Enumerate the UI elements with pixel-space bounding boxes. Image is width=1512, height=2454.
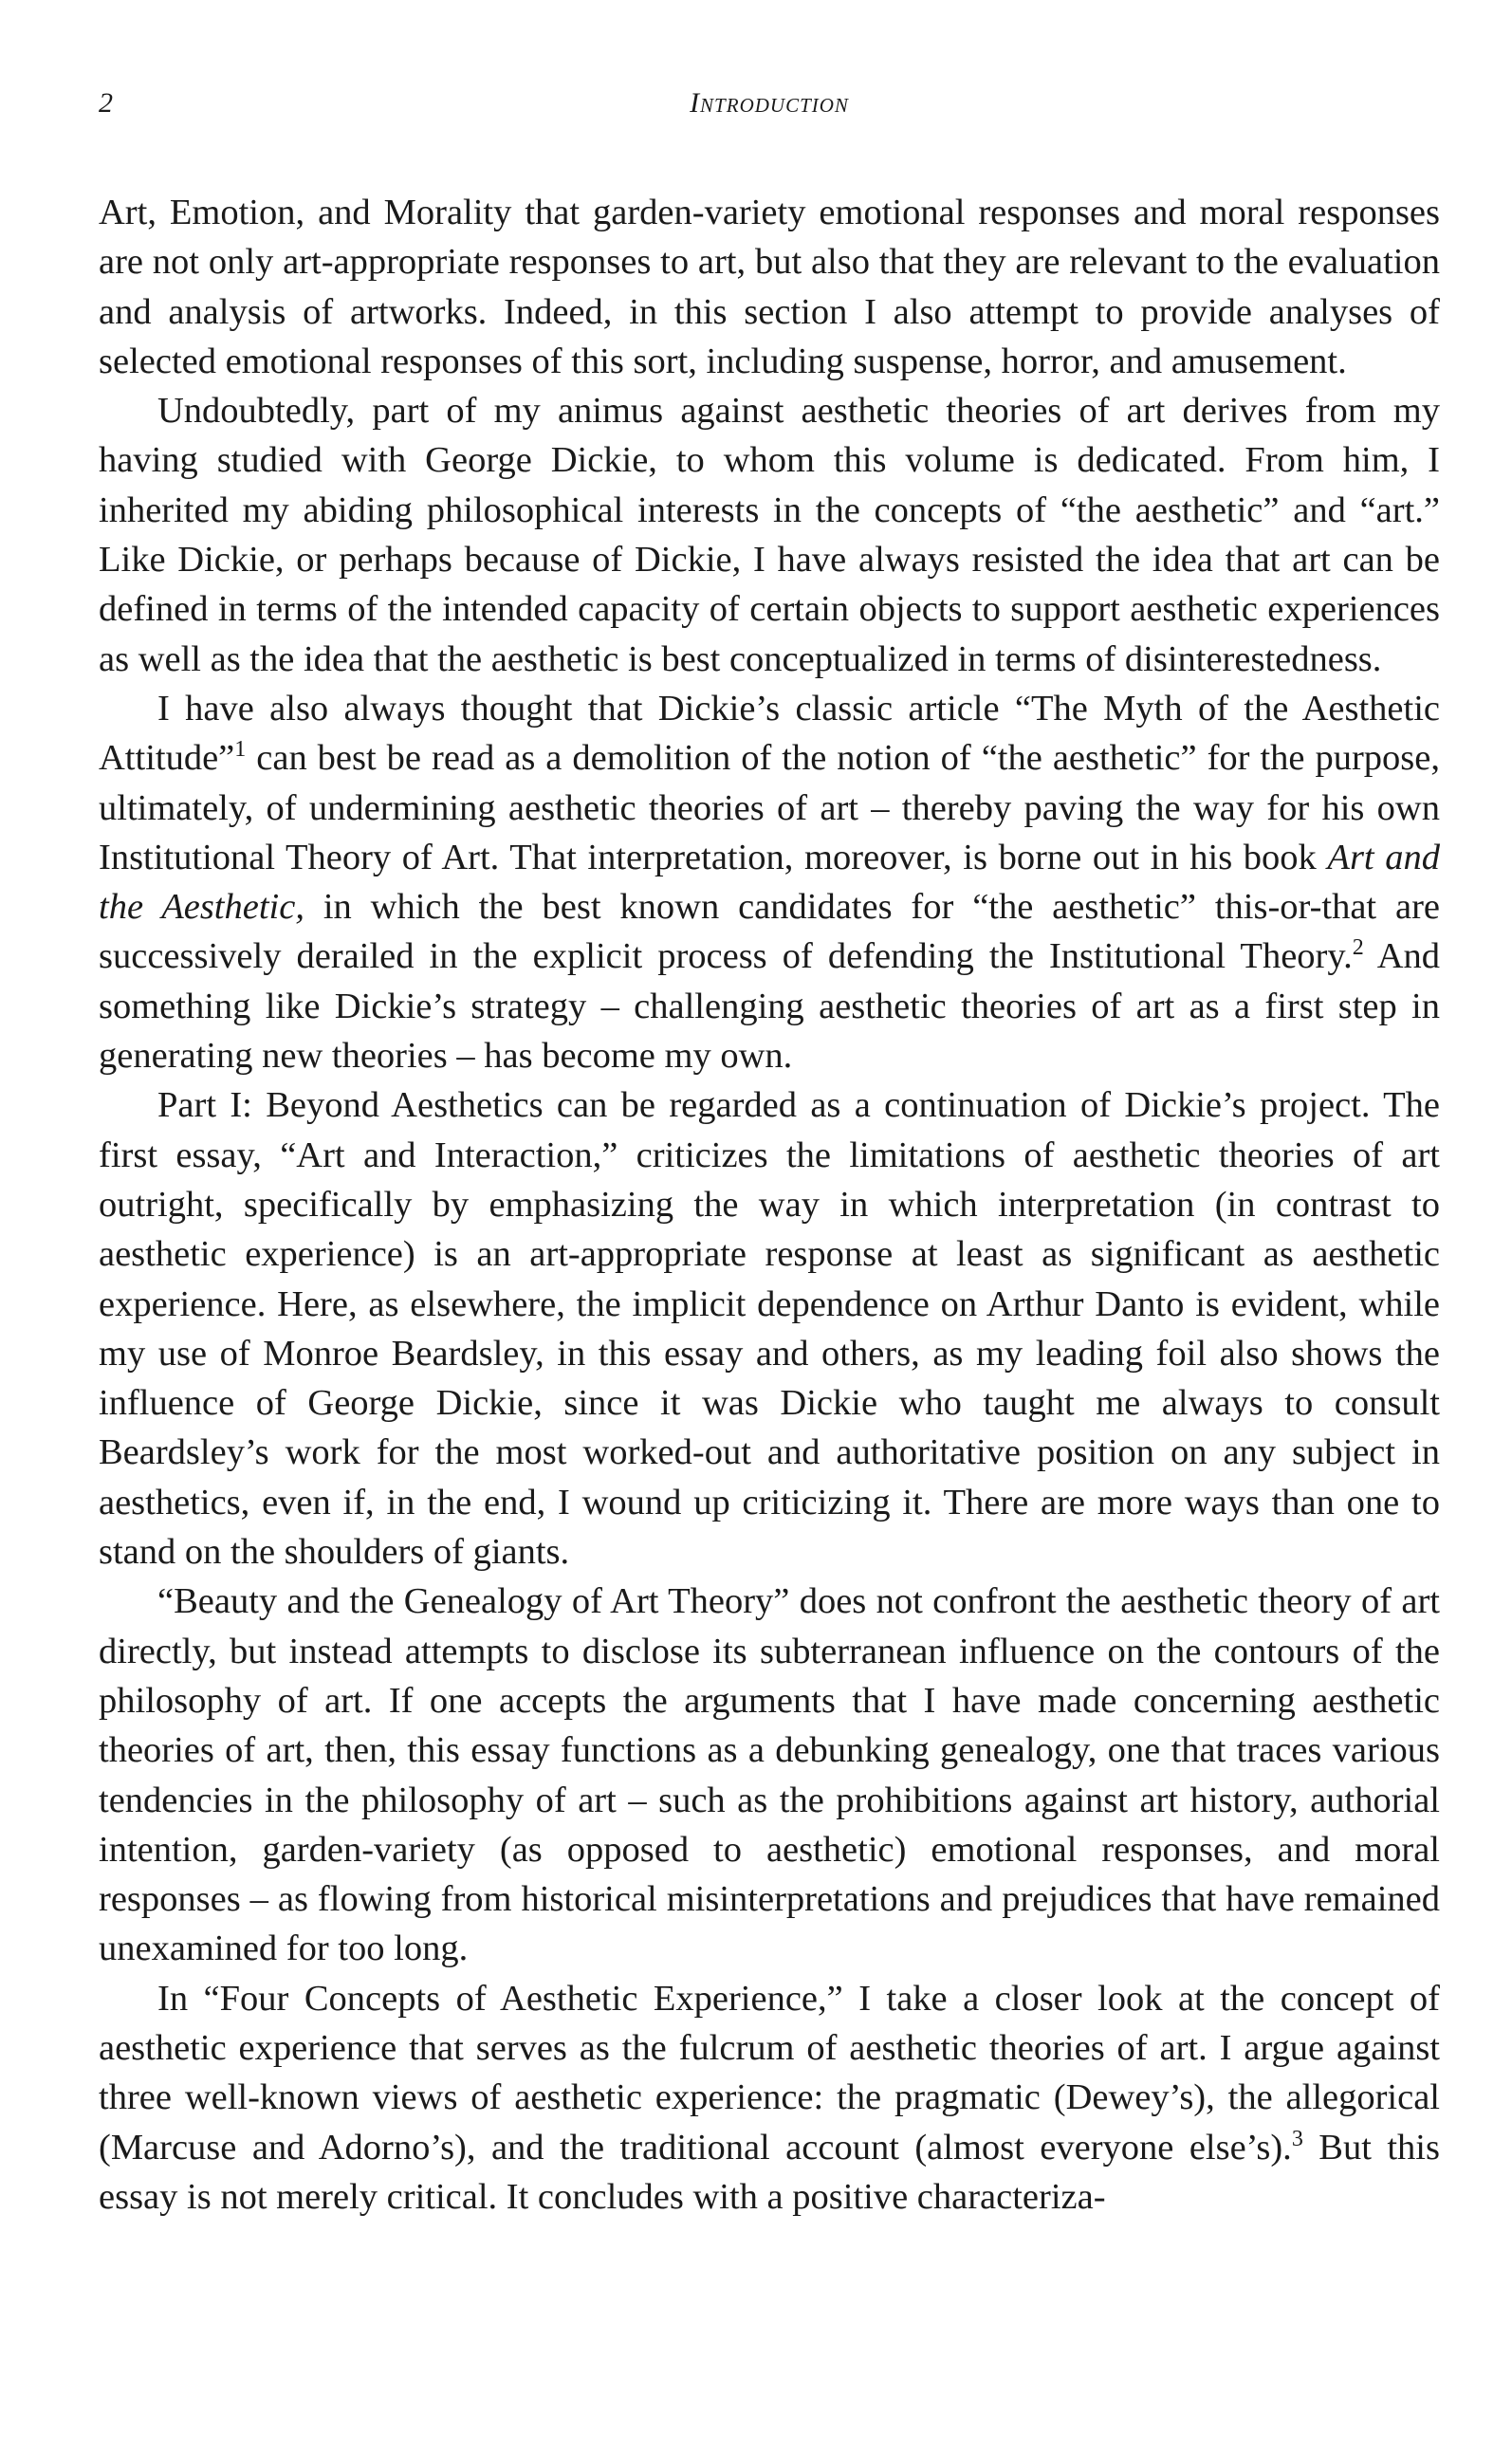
- paragraph: [99, 1577, 1440, 1973]
- book-page: [99, 87, 1440, 2222]
- footnote-marker: 2: [1352, 935, 1364, 961]
- text-run: can best be read as a demolition of the notion of “the aesthetic” for the purpose, ultimately, of undermining aesthetic theories of art – thereby paving the way for his own Institutional Theory of Art. That interpretation, moreover, is borne out in his book: [99, 738, 1440, 877]
- text-run: in which the best known candidates for “the aesthetic” this-or-that are successively derailed in the explicit process of defending the Institutional Theory.: [99, 887, 1440, 977]
- paragraph: [99, 386, 1440, 684]
- book-title: Art and the Aesthetic,: [99, 837, 1440, 928]
- paragraph: [99, 1080, 1440, 1577]
- text-run: Art, Emotion, and Morality that garden-variety emotional responses and moral responses are not only art-appropriate responses to art, but also that they are relevant to the evaluation and analysis of artworks. Indeed, in this section I also attempt to provide analyses of selected emotional responses of this sort, including suspense, horror, and amusement.: [99, 193, 1440, 381]
- text-run: “Beauty and the Genealogy of Art Theory” does not confront the aesthetic theory of art directly, but instead attempts to disclose its subterranean influence on the contours of the philosophy of art. If one accepts the arguments that I have made concerning aesthetic theories of art, then, this essay functions as a debunking genealogy, one that traces various tendencies in the philosophy of art – such as the prohibitions against art history, authorial intention, garden-variety (as opposed to aesthetic) emotional responses, and moral responses – as flowing from historical misinterpretations and prejudices that have remained unexamined for too long.: [99, 1581, 1440, 1969]
- paragraph: [99, 684, 1440, 1080]
- running-title: Introduction: [690, 87, 849, 119]
- text-run: In “Four Concepts of Aesthetic Experience,” I take a closer look at the concept of aesthetic experience that serves as the fulcrum of aesthetic theories of art. I argue against three well-known views of aesthetic experience: the pragmatic (Dewey’s), the allegorical (Marcuse and Adorno’s), and the traditional account (almost everyone else’s).: [99, 1978, 1440, 2168]
- body-text: [99, 188, 1440, 2222]
- paragraph: [99, 188, 1440, 386]
- running-head: [99, 87, 1440, 135]
- text-run: And something like Dickie’s strategy – challenging aesthetic theories of art as a first step in generating new theories – has become my own.: [99, 936, 1440, 1077]
- text-run: I have also always thought that Dickie’s classic article “The Myth of the Aesthetic Attitude”: [99, 688, 1440, 779]
- footnote-marker: 3: [1291, 2126, 1303, 2151]
- text-run: But this essay is not merely critical. It concludes with a positive characteriza-: [99, 2127, 1440, 2217]
- footnote-marker: 1: [234, 737, 247, 763]
- paragraph: [99, 1974, 1440, 2222]
- text-run: Undoubtedly, part of my animus against aesthetic theories of art derives from my having studied with George Dickie, to whom this volume is dedicated. From him, I inherited my abiding philosophical interests in the concepts of “the aesthetic” and “art.” Like Dickie, or perhaps because of Dickie, I have always resisted the idea that art can be defined in terms of the intended capacity of certain objects to support aesthetic experiences as well as the idea that the aesthetic is best conceptualized in terms of disinterestedness.: [99, 391, 1440, 679]
- text-run: Part I: Beyond Aesthetics can be regarded as a continuation of Dickie’s project. The first essay, “Art and Interaction,” criticizes the limitations of aesthetic theories of art outright, specifically by emphasizing the way in which interpretation (in contrast to aesthetic experience) is an art-appropriate response at least as significant as aesthetic experience. Here, as elsewhere, the implicit dependence on Arthur Danto is evident, while my use of Monroe Beardsley, in this essay and others, as my leading foil also shows the influence of George Dickie, since it was Dickie who taught me always to consult Beardsley’s work for the most worked-out and authoritative position on any subject in aesthetics, even if, in the end, I wound up criticizing it. There are more ways than one to stand on the shoulders of giants.: [99, 1085, 1440, 1573]
- page-number: 2: [99, 87, 113, 119]
